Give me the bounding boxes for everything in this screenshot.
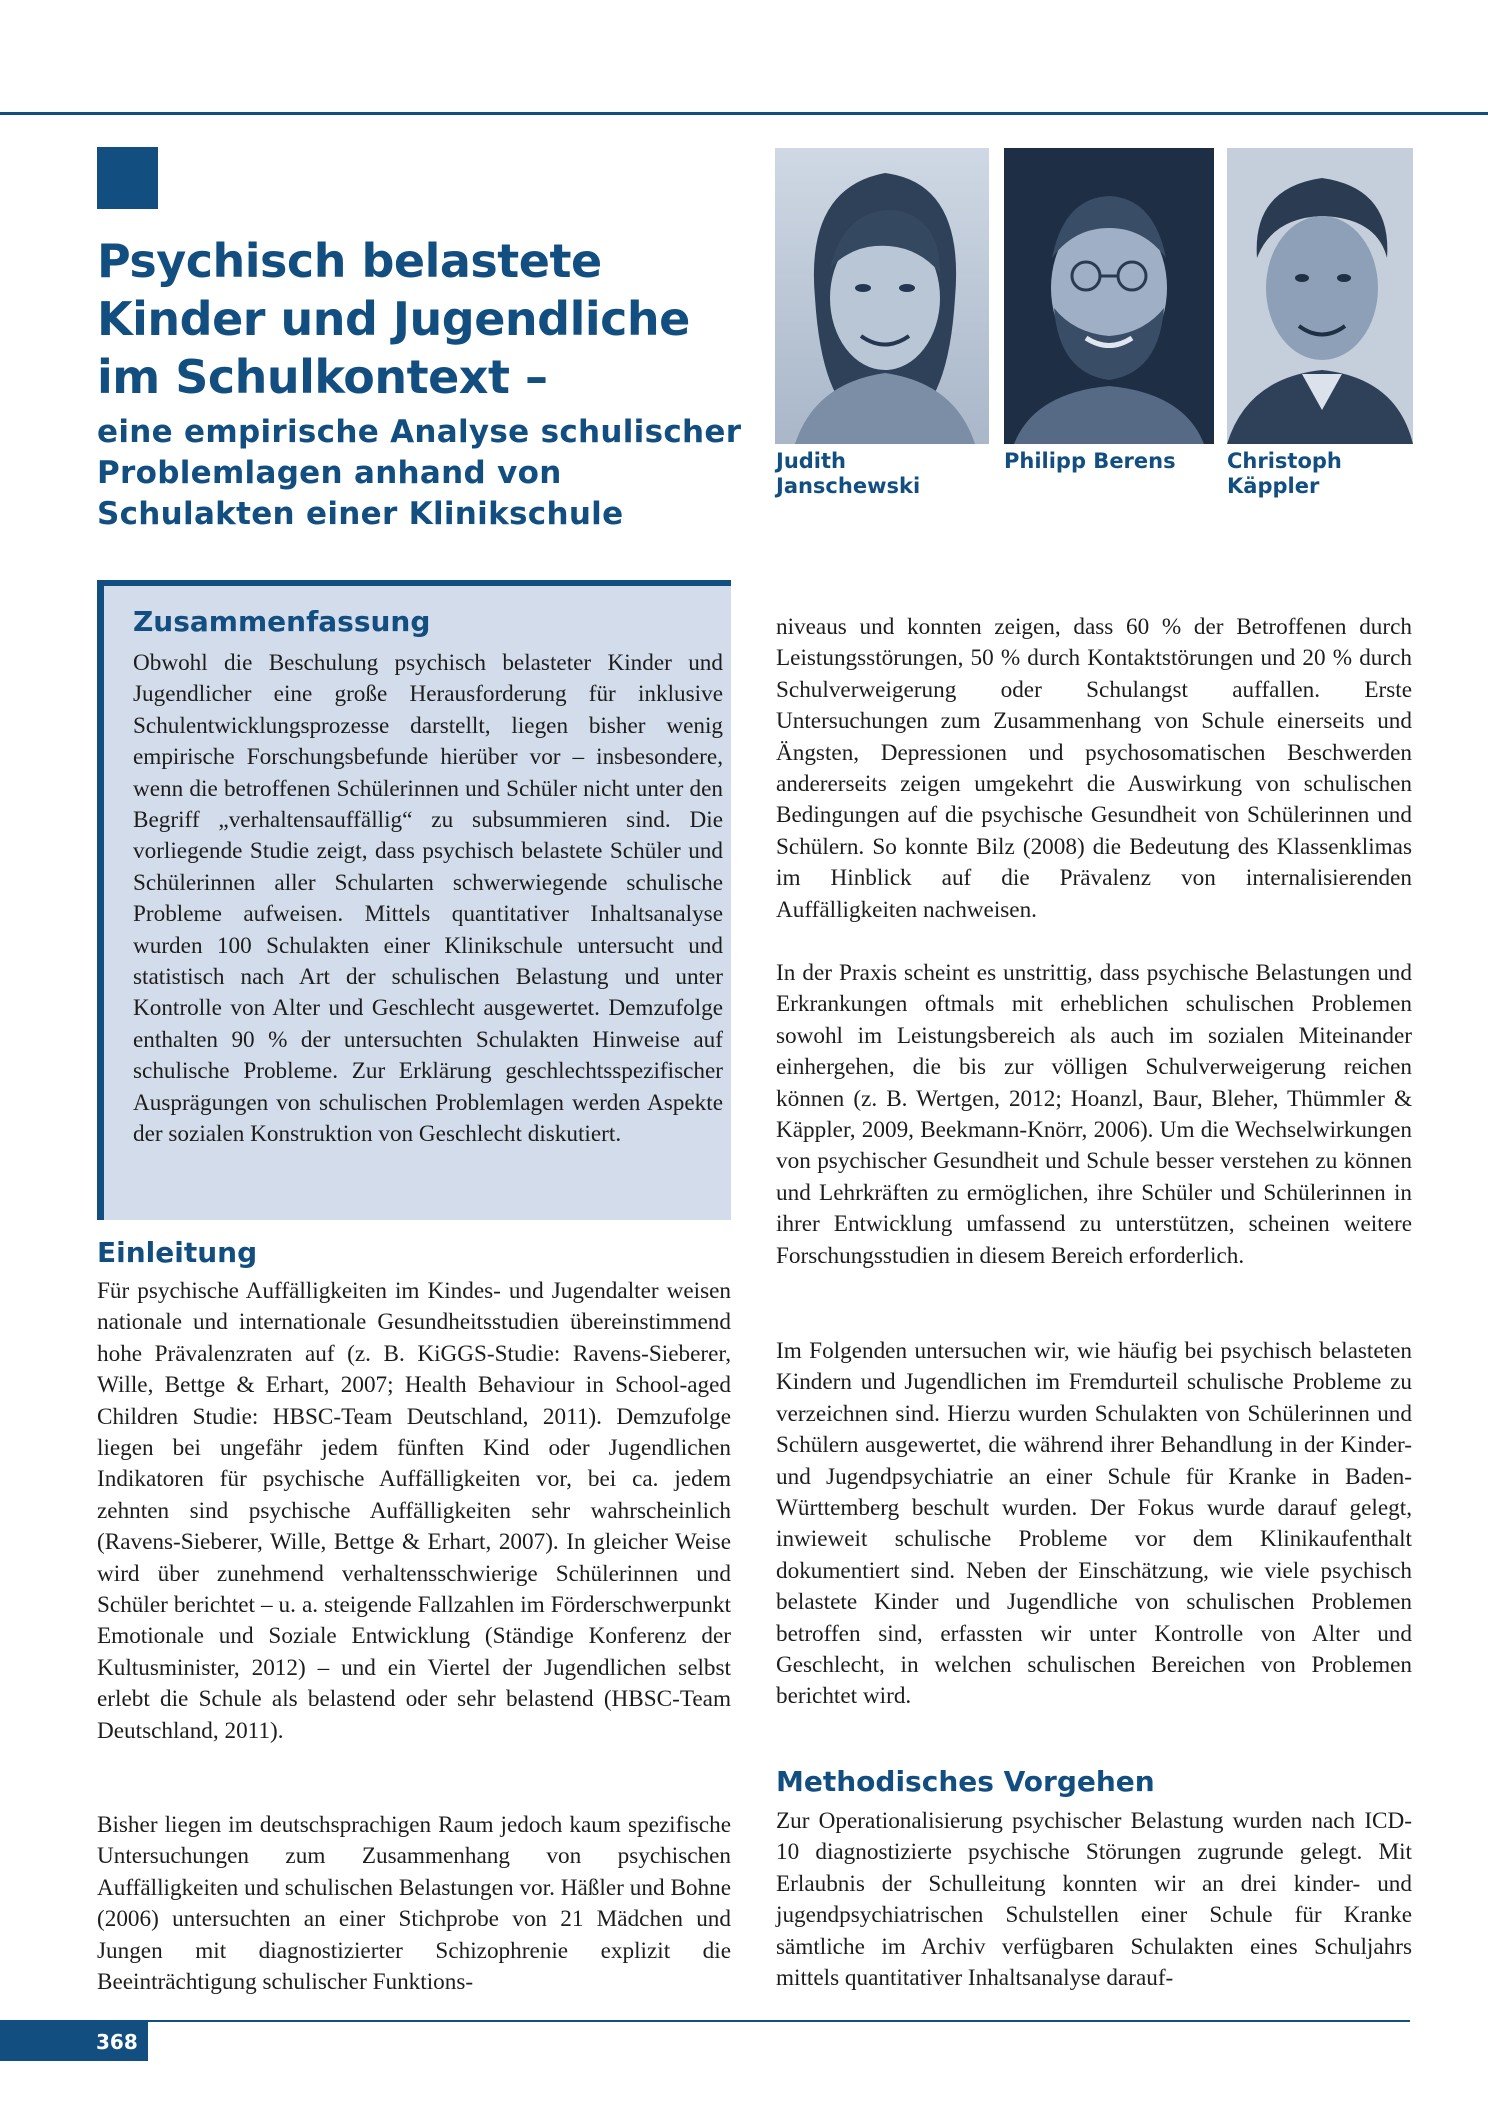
title-marker-square (97, 147, 158, 209)
right-column-paragraph-3: Im Folgenden untersuchen wir, wie häufig bei psychisch belasteten Kindern und Jugendlichen im Fremdurteil schulische Probleme zu verzeichnen sind. Hierzu wurden Schulakten von Schülerinnen und Schülern ausgewertet, die während ihrer Behandlung in der Kinder- und Jugendpsychiatrie an einer Schule für Kranke in Baden-Württemberg beschult wurden. Der Fokus wurde darauf gelegt, inwieweit schulische Probleme vor dem Klinikaufenthalt dokumentiert sind. Neben der Einschätzung, wie viele psychisch belastete Kinder und Jugendliche von schulischen Problemen betroffen sind, erfassten wir unter Kontrolle von Alter und Geschlecht, in welchen schulischen Bereichen von Problemen berichtet wird. (776, 1338, 1412, 1710)
abstract-text: Obwohl die Beschulung psychisch belasteter Kinder und Jugendlicher eine große Herausforderung für inklusive Schulentwicklungsprozesse darstellt, liegen bisher wenig empirische Forschungsbefunde hierüber vor – insbesondere, wenn die betroffenen Schülerinnen und Schüler nicht unter den Begriff „verhaltensauffällig“ zu subsummieren sind. Die vorliegende Studie zeigt, dass psychisch belastete Schüler und Schülerinnen aller Schularten schwerwiegende schulische Probleme aufweisen. Mittels quantitativer Inhaltsanalyse wurden 100 Schulakten einer Klinikschule untersucht und statistisch nach Art der schulischen Belastung und unter Kontrolle von Alter und Geschlecht ausgewertet. Demzufolge enthalten 90 % der untersuchten Schulakten Hinweise auf schulische Probleme. Zur Erklärung geschlechtsspezifischer Ausprägungen von schulischen Problemlagen werden Aspekte der sozialen Konstruktion von Geschlecht diskutiert. (133, 650, 723, 1148)
author-portrait-2 (1004, 148, 1214, 444)
author-portrait-3 (1227, 148, 1413, 444)
top-rule (0, 112, 1488, 115)
author-photo-1 (775, 148, 989, 444)
author-photo-2 (1004, 148, 1214, 444)
introduction-heading: Einleitung (97, 1236, 258, 1269)
article-subtitle: eine empirische Analyse schulischer Problemlagen anhand von Schulakten einer Klinikschule (97, 414, 742, 532)
author-name-3: Christoph Käppler (1227, 449, 1342, 498)
introduction-paragraph-2: Bisher liegen im deutschsprachigen Raum jedoch kaum spezifische Untersuchungen zum Zusammenhang von psychischen Auffälligkeiten und schulischen Belastungen vor. Häßler und Bohne (2006) untersuchten an einer Stichprobe von 21 Mädchen und Jungen mit diagnostizierter Schizophrenie explizit die Beeinträchtigung schulischer Funktions- (97, 1812, 731, 1996)
right-column-paragraph-1: niveaus und konnten zeigen, dass 60 % der Betroffenen durch Leistungsstörungen, 50 % durch Kontaktstörungen und 20 % durch Schulverweigerung oder Schulangst auffallen. Erste Untersuchungen zum Zusammenhang von Schule einerseits und Ängsten, Depressionen und psychosomatischen Beschwerden andererseits zeigen umgekehrt die Auswirkung von schulischen Bedingungen auf die psychische Gesundheit von Schülerinnen und Schülern. So konnte Bilz (2008) die Bedeutung des Klassenklimas im Hinblick auf die Prävalenz von internalisierenden Auffälligkeiten nachweisen. (776, 614, 1412, 923)
author-name-1: Judith Janschewski (776, 449, 921, 498)
article-title: Psychisch belastete Kinder und Jugendliche im Schulkontext – (97, 234, 690, 404)
author-portrait-1 (775, 148, 989, 444)
author-photo-3 (1227, 148, 1413, 444)
bottom-rule (0, 2020, 1410, 2022)
introduction-paragraph-1: Für psychische Auffälligkeiten im Kindes- und Jugendalter weisen nationale und internationale Gesundheitsstudien übereinstimmend hohe Prävalenzraten auf (z. B. KiGGS-Studie: Ravens-Sieberer, Wille, Bettge & Erhart, 2007; Health Behaviour in School-aged Children Studie: HBSC-Team Deutschland, 2011). Demzufolge liegen bei ungefähr jedem fünften Kind oder Jugendlichen Indikatoren für psychische Auffälligkeiten vor, bei ca. jedem zehnten sind psychische Auffälligkeiten sehr wahrscheinlich (Ravens-Sieberer, Wille, Bettge & Erhart, 2007). In gleicher Weise wird über zunehmend verhaltensschwierige Schülerinnen und Schüler berichtet – u. a. steigende Fallzahlen im Förderschwerpunkt Emotionale und Soziale Entwicklung (Ständige Konferenz der Kultusminister, 2012) – und ein Viertel der Jugendlichen selbst erlebt die Schule als belastend oder sehr belastend (HBSC-Team Deutschland, 2011). (97, 1278, 731, 1744)
methods-paragraph-1: Zur Operationalisierung psychischer Belastung wurden nach ICD-10 diagnostizierte psychische Störungen zugrunde gelegt. Mit Erlaubnis der Schulleitung konnten wir an drei kinder- und jugendpsychiatrischen Schulstellen einer Schule für Kranke sämtliche im Archiv verfügbaren Schulakten eines Schuljahrs mittels quantitativer Inhaltsanalyse darauf- (776, 1808, 1412, 1992)
methods-heading: Methodisches Vorgehen (776, 1765, 1155, 1798)
author-name-2: Philipp Berens (1004, 449, 1176, 473)
page-number: 368 (96, 2030, 138, 2054)
abstract-heading: Zusammenfassung (133, 605, 431, 638)
right-column-paragraph-2: In der Praxis scheint es unstrittig, dass psychische Belastungen und Erkrankungen oftmals mit erheblichen schulischen Problemen sowohl im Leistungsbereich als auch im sozialen Miteinander einhergehen, die bis zur völligen Schulverweigerung reichen können (z. B. Wertgen, 2012; Hoanzl, Baur, Bleher, Thümmler & Käppler, 2009, Beekmann-Knörr, 2006). Um die Wechselwirkungen von psychischer Gesundheit und Schule besser verstehen zu können und Lehrkräften zu ermöglichen, ihre Schüler und Schülerinnen in ihrer Entwicklung umfassend zu unterstützen, scheinen weitere Forschungsstudien in diesem Bereich erforderlich. (776, 960, 1412, 1269)
